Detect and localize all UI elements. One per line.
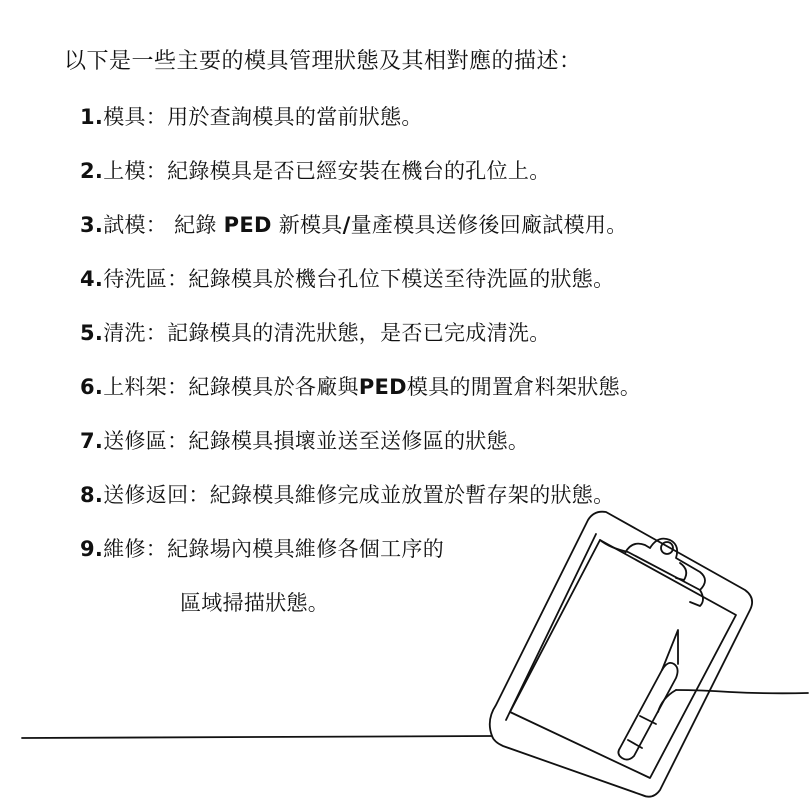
item-text: 模具的閒置倉料架狀態。	[406, 375, 642, 399]
item-text: 維修：紀錄場內模具維修各個工序的	[103, 537, 445, 561]
item-text: 清洗：記錄模具的清洗狀態，是否已完成清洗。	[103, 321, 551, 345]
item-text-bold: PED	[223, 213, 272, 237]
item-number: 3.	[80, 213, 104, 237]
item-number: 2.	[80, 159, 104, 183]
intro-heading: 以下是一些主要的模具管理狀態及其相對應的描述：	[64, 49, 582, 74]
item-text: 量產模具送修後回廠試模用。	[350, 213, 628, 237]
list-item-9-continuation: 區域掃描狀態。	[180, 591, 330, 615]
item-text: 送修返回：紀錄模具維修完成並放置於暫存架的狀態。	[103, 483, 615, 507]
item-text: 新模具	[271, 213, 343, 237]
item-text: 待洗區：紀錄模具於機台孔位下模送至待洗區的狀態。	[103, 267, 615, 291]
item-text: 試模： 紀錄	[103, 213, 224, 237]
item-number: 1.	[80, 105, 104, 129]
item-text: 送修區：紀錄模具損壞並送至送修區的狀態。	[103, 429, 530, 453]
item-text-bold: PED	[358, 375, 407, 399]
item-number: 6.	[80, 375, 104, 399]
item-number: 5.	[80, 321, 104, 345]
item-number: 9.	[80, 537, 104, 561]
item-text-bold: /	[342, 213, 351, 237]
item-text: 模具：用於查詢模具的當前狀態。	[103, 105, 423, 129]
item-number: 4.	[80, 267, 104, 291]
item-text: 上模：紀錄模具是否已經安裝在機台的孔位上。	[103, 159, 551, 183]
item-number: 7.	[80, 429, 104, 453]
item-number: 8.	[80, 483, 104, 507]
item-text: 上料架：紀錄模具於各廠與	[103, 375, 359, 399]
